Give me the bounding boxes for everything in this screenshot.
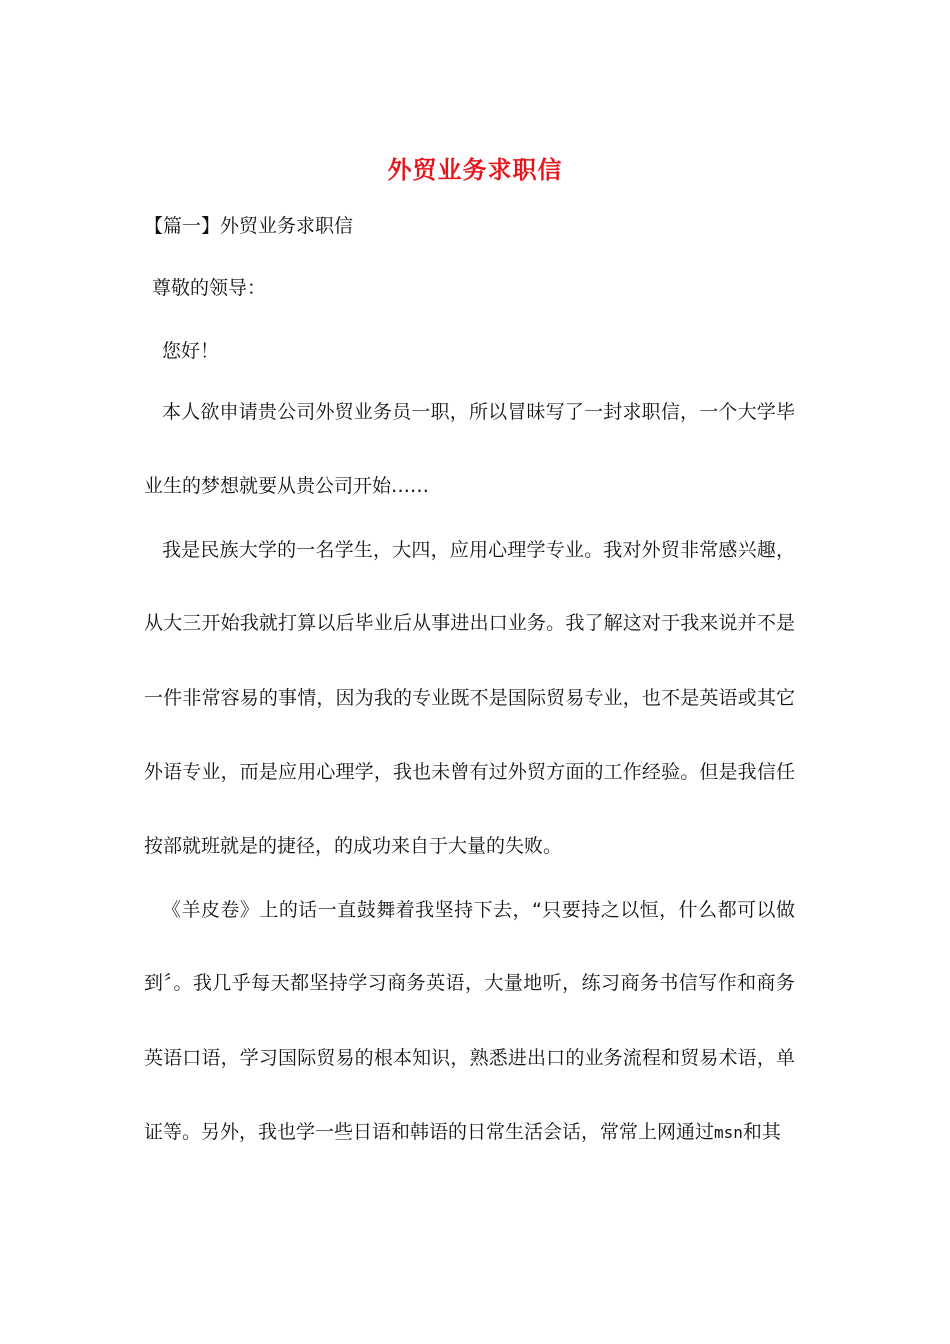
paragraph-line: 业生的梦想就要从贵公司开始…… [144,475,430,497]
paragraph-line: 外语专业，而是应用心理学，我也未曾有过外贸方面的工作经验。但是我信任 [144,761,795,783]
paragraph-line [144,1118,795,1147]
line-text: 和其 [742,1121,781,1143]
line-text: 证等。另外，我也学一些日语和韩语的日常生活会话，常常上网通过 [144,1121,715,1143]
salutation: 尊敬的领导： [152,277,267,299]
paragraph-line: 本人欲申请贵公司外贸业务员一职，所以冒昧写了一封求职信，一个大学毕 [162,401,795,423]
section-heading: 【篇一】外贸业务求职信 [144,215,354,237]
paragraph-line: 到〞。我几乎每天都坚持学习商务英语，大量地听，练习商务书信写作和商务 [144,972,795,994]
paragraph-line: 按部就班就是的捷径，的成功来自于大量的失败。 [144,835,563,857]
paragraph-line: 我是民族大学的一名学生，大四，应用心理学专业。我对外贸非常感兴趣， [162,539,795,561]
paragraph-line: 《羊皮卷》上的话一直鼓舞着我坚持下去，“只要持之以恒，什么都可以做 [162,899,795,921]
paragraph-line: 一件非常容易的事情，因为我的专业既不是国际贸易专业，也不是英语或其它 [144,687,795,709]
greeting: 您好！ [162,340,220,362]
document-title: 外贸业务求职信 [387,155,563,184]
paragraph-line: 从大三开始我就打算以后毕业后从事进出口业务。我了解这对于我来说并不是 [144,612,795,634]
paragraph-line: 英语口语，学习国际贸易的根本知识，熟悉进出口的业务流程和贸易术语，单 [144,1047,795,1069]
inline-code-text: msn [714,1123,743,1142]
